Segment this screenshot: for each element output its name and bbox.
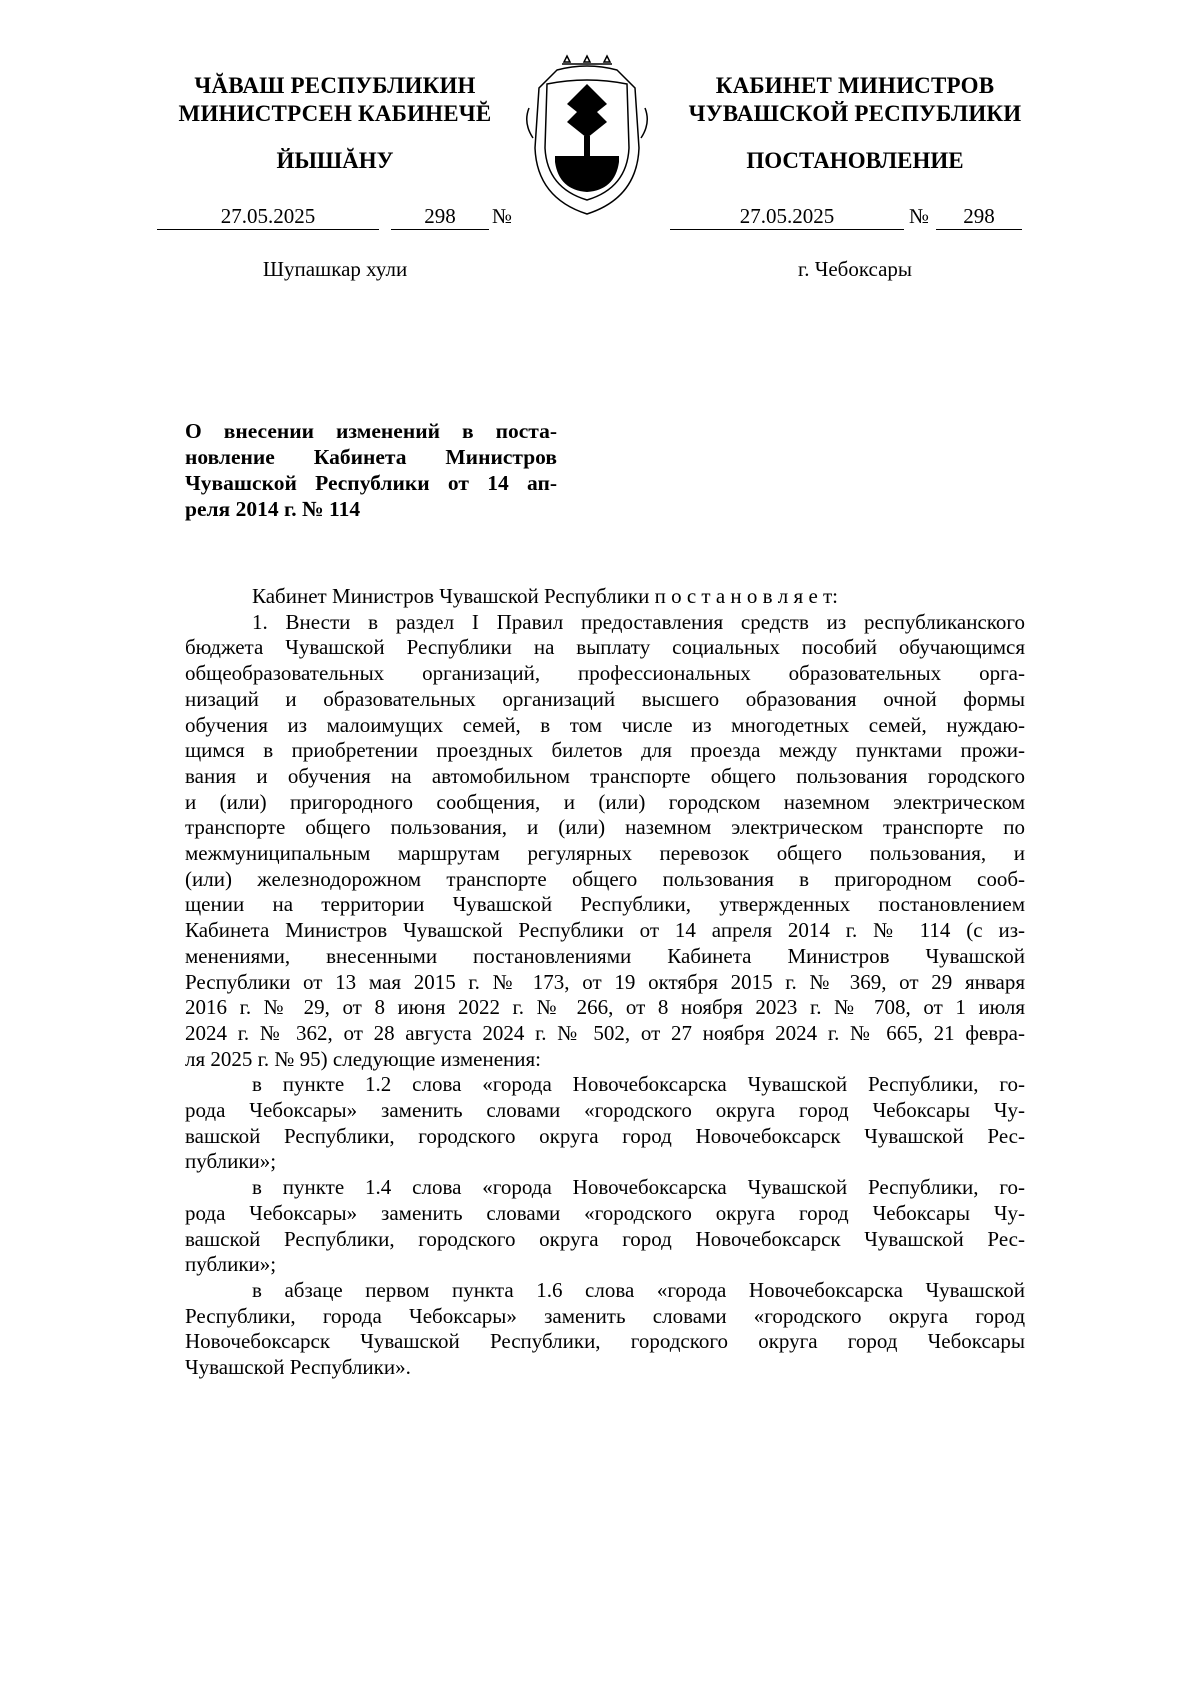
- document-title: [185, 418, 557, 522]
- body-line: в пункте 1.4 слова «города Новочебоксарска Чувашской Республики, го-: [252, 1175, 1025, 1200]
- body-line: вашской Республики, городского округа город Новочебоксарск Чувашской Рес-: [185, 1226, 1025, 1251]
- body-line: обучения из малоимущих семей, в том числе из многодетных семей, нуждаю-: [185, 712, 1025, 737]
- header-right-org: [665, 72, 1045, 128]
- body-line: публики»;: [185, 1252, 277, 1277]
- org-name-russian-line2: ЧУВАШСКОЙ РЕСПУБЛИКИ: [688, 101, 1022, 126]
- body-line: Новочебоксарск Чувашской Республики, городского округа город Чебоксары: [185, 1329, 1025, 1354]
- body-line: вашской Республики, городского округа город Новочебоксарск Чувашской Рес-: [185, 1123, 1025, 1148]
- body-line: в пункте 1.2 слова «города Новочебоксарска Чувашской Республики, го-: [252, 1072, 1025, 1097]
- number-left: 298: [391, 204, 489, 230]
- body-line: Республики от 13 мая 2015 г. № 173, от 19 октября 2015 г. № 369, от 29 января: [185, 969, 1025, 994]
- org-name-chuvash-line2: МИНИСТРСЕН КАБИНЕЧĔ: [178, 101, 492, 126]
- city-chuvash: Шупашкар хули: [262, 257, 408, 281]
- number-sign-right: №: [909, 204, 930, 228]
- body-line: транспорте общего пользования, и (или) наземном электрическом транспорте по: [185, 815, 1025, 840]
- title-line: О внесении изменений в поста-: [185, 419, 557, 443]
- body-line: бюджета Чувашской Республики на выплату социальных пособий обучающимся: [185, 635, 1025, 660]
- body-line: 1. Внести в раздел I Правил предоставления средств из республиканского: [252, 609, 1025, 634]
- body-line: вания и обучения на автомобильном транспорте общего пользования городского: [185, 763, 1025, 788]
- body-line: щении на территории Чувашской Республики, утвержденных постановлением: [185, 892, 1025, 917]
- title-line: Чувашской Республики от 14 ап-: [185, 471, 557, 495]
- title-line: реля 2014 г. № 114: [185, 497, 361, 521]
- city-russian: г. Чебоксары: [797, 257, 913, 281]
- date-right: 27.05.2025: [670, 204, 904, 230]
- body-line: публики»;: [185, 1149, 277, 1174]
- body-line: и (или) пригородного сообщения, и (или) городском наземном электрическом: [185, 789, 1025, 814]
- body-line: менениями, внесенными постановлениями Кабинета Министров Чувашской: [185, 943, 1025, 968]
- doc-type-russian: ПОСТАНОВЛЕНИЕ: [746, 148, 964, 173]
- body-line: рода Чебоксары» заменить словами «городского округа город Чебоксары Чу-: [185, 1200, 1025, 1225]
- body-line: низаций и образовательных организаций высшего образования очной формы: [185, 686, 1025, 711]
- body-line: в абзаце первом пункта 1.6 слова «города Новочебоксарска Чувашской: [252, 1277, 1025, 1302]
- title-line: новление Кабинета Министров: [185, 445, 557, 469]
- document-body: [185, 584, 1025, 1381]
- org-name-russian-line1: КАБИНЕТ МИНИСТРОВ: [715, 73, 995, 98]
- doc-type-chuvash: ЙЫШĂНУ: [276, 148, 394, 173]
- number-right: 298: [936, 204, 1022, 230]
- body-line: Республики, города Чебоксары» заменить словами «городского округа город: [185, 1303, 1025, 1328]
- body-line: щимся в приобретении проездных билетов для проезда между пунктами прожи-: [185, 738, 1025, 763]
- body-line: межмуниципальным маршрутам регулярных перевозок общего пользования, и: [185, 841, 1025, 866]
- body-line: Кабинет Министров Чувашской Республики п о с т а н о в л я е т:: [252, 584, 839, 608]
- body-line: Кабинета Министров Чувашской Республики от 14 апреля 2014 г. № 114 (с из-: [185, 918, 1025, 943]
- number-sign-left: №: [492, 204, 513, 228]
- body-line: ля 2025 г. № 95) следующие изменения:: [185, 1046, 541, 1071]
- body-line: 2024 г. № 362, от 28 августа 2024 г. № 502, от 27 ноября 2024 г. № 665, 21 февра-: [185, 1020, 1025, 1045]
- body-line: 2016 г. № 29, от 8 июня 2022 г. № 266, от 8 ноября 2023 г. № 708, от 1 июля: [185, 995, 1025, 1020]
- header-left-org: [150, 72, 520, 128]
- body-line: Чувашской Республики».: [185, 1355, 411, 1380]
- org-name-chuvash-line1: ЧĂВАШ РЕСПУБЛИКИН: [194, 73, 476, 98]
- body-line: (или) железнодорожном транспорте общего пользования в пригородном сооб-: [185, 866, 1025, 891]
- body-line: общеобразовательных организаций, профессиональных образовательных орга-: [185, 661, 1025, 686]
- date-left: 27.05.2025: [157, 204, 379, 230]
- coat-of-arms-emblem: [517, 48, 657, 220]
- body-line: рода Чебоксары» заменить словами «городского округа город Чебоксары Чу-: [185, 1098, 1025, 1123]
